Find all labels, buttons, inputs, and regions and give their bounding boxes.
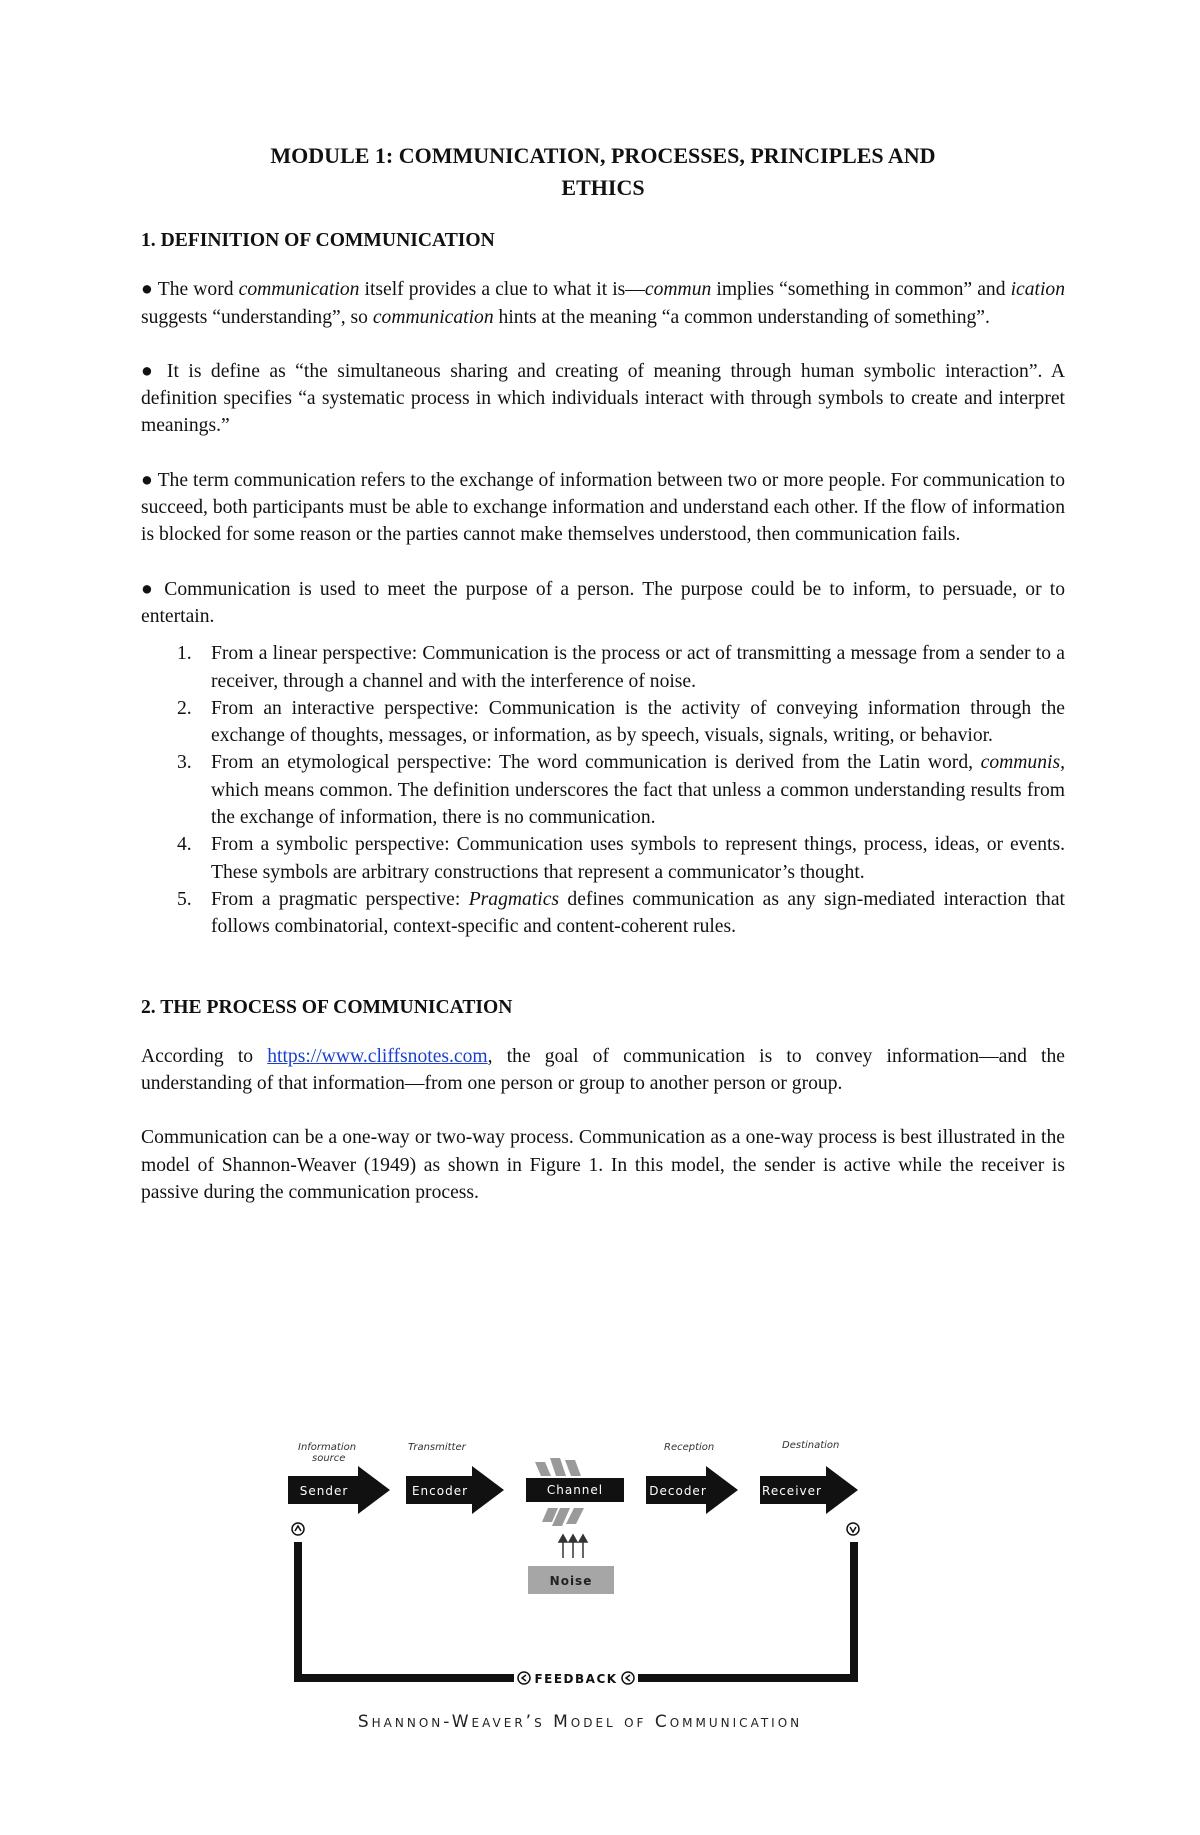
document-body (141, 140, 1065, 1233)
svg-text:Sender: Sender (299, 1484, 349, 1498)
title-line-2: ETHICS (561, 175, 645, 200)
receiver-arrow (760, 1466, 858, 1514)
feedback-label (518, 1672, 634, 1686)
bullet-icon: ● (141, 578, 157, 600)
shannon-weaver-figure (280, 1428, 900, 1758)
process-paragraph-2: Communication can be a one-way or two-way process. Communication as a one-way process is best illustrated in the model of Shannon-Weaver (1949) as shown in Figure 1. In this model, the sender is active while the receiver is passive during the communication process. (141, 1127, 1065, 1204)
svg-text:Channel: Channel (546, 1483, 604, 1497)
title-line-1: MODULE 1: COMMUNICATION, PROCESSES, PRINCIPLES AND (270, 143, 936, 168)
bullet-icon: ● (141, 469, 153, 491)
model-diagram (280, 1428, 900, 1708)
label-reception: Reception (664, 1442, 715, 1453)
label-source: source (312, 1453, 346, 1464)
noise-waves-top-icon (535, 1458, 581, 1476)
list-item: 4. From a symbolic perspective: Communication uses symbols to represent things, process, ideas, or events. These symbols are arbitrary constructions that represent a communicator’s thought. (177, 834, 1065, 883)
definition-paragraph-2: ● It is define as “the simultaneous sharing and creating of meaning through human symbolic interaction”. A definition specifies “a systematic process in which individuals interact with through symbols to create and interpret meanings.” (141, 360, 1065, 437)
list-item: 1. From a linear perspective: Communication is the process or act of transmitting a message from a sender to a receiver, through a channel and with the interference of noise. (177, 643, 1065, 692)
perspective-list (141, 640, 1065, 940)
svg-text:Decoder: Decoder (649, 1484, 707, 1498)
definition-paragraph-1: ● The word communication itself provides a clue to what it is—commun implies “something in common” and ication suggests “understanding”, so communication hints at the meaning “a common understanding of something”. (141, 279, 1065, 328)
encoder-arrow (406, 1466, 504, 1514)
sender-marker-icon (292, 1523, 304, 1535)
page-title (141, 140, 1065, 204)
svg-text:FEEDBACK: FEEDBACK (534, 1672, 618, 1686)
section-1-heading: 1. DEFINITION OF COMMUNICATION (141, 230, 495, 251)
feedback-loop (294, 1542, 858, 1682)
label-destination: Destination (782, 1440, 840, 1451)
decoder-arrow (646, 1466, 738, 1514)
svg-text:Receiver: Receiver (762, 1484, 822, 1498)
noise-box (528, 1566, 614, 1594)
definition-paragraph-3: ● The term communication refers to the exchange of information between two or more people. For communication to succeed, both participants must be able to exchange information and understand each other. If the flow of information is blocked for some reason or the parties cannot make themselves understood, then communication fails. (141, 469, 1065, 546)
svg-text:Noise: Noise (549, 1574, 593, 1588)
label-transmitter: Transmitter (408, 1442, 466, 1453)
figure-caption: Shannon-Weaver’s Model of Communication (357, 1712, 803, 1732)
bullet-icon: ● (141, 279, 154, 301)
definition-paragraph-4: ● Communication is used to meet the purpose of a person. The purpose could be to inform, to persuade, or to entertain. (141, 578, 1065, 627)
sender-arrow (288, 1466, 390, 1514)
channel-box (526, 1478, 624, 1502)
list-item: 5. From a pragmatic perspective: Pragmatics defines communication as any sign-mediated interaction that follows combinatorial, context-specific and content-coherent rules. (177, 888, 1065, 938)
label-information-source: Information (298, 1442, 357, 1453)
section-2-heading: 2. THE PROCESS OF COMMUNICATION (141, 996, 513, 1018)
process-paragraph-1: According to https://www.cliffsnotes.com, the goal of communication is to convey information—and the understanding of that information—from one person or group to another person or group. (141, 1045, 1065, 1095)
cliffsnotes-link[interactable]: https://www.cliffsnotes.com (267, 1045, 488, 1067)
receiver-marker-icon (847, 1523, 859, 1535)
noise-waves-bottom-icon (542, 1508, 584, 1526)
list-item: 2. From an interactive perspective: Communication is the activity of conveying information through the exchange of thoughts, messages, or information, as by speech, visuals, signals, writing, or behavior. (177, 697, 1065, 747)
bullet-icon: ● (141, 360, 158, 382)
noise-up-arrows-icon (559, 1535, 587, 1558)
svg-text:Encoder: Encoder (411, 1484, 469, 1498)
list-item: 3. From an etymological perspective: The word communication is derived from the Latin word, communis, which means common. The definition underscores the fact that unless a common understanding results from the exchange of information, there is no communication. (177, 752, 1065, 829)
